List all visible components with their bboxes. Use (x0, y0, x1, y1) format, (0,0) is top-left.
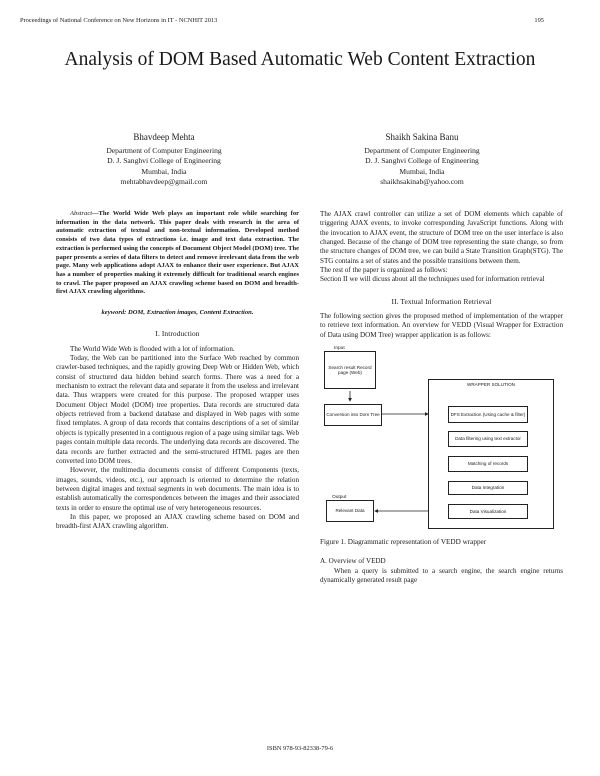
keywords: keyword: DOM, Extraction images, Content Extraction. (101, 309, 254, 317)
author-name: Bhavdeep Mehta (133, 132, 195, 142)
matching-records-box: Matching of records (448, 456, 528, 472)
ajax-paragraph: The AJAX crawl controller can utilize a set of DOM elements which capable of triggering AJAX events, to invoke corresponding JavaScript functions. Along with the invocation to AJAX event, the structure of DOM tree on the user interface is also changed. Because of the change of DOM tree representing the state change, so from the structure changes of DOM tree, we can build a State Transition Graph(STG). The STG contains a set of states and the possible transitions between them. (320, 210, 563, 265)
abstract-text: The World Wide Web plays an important role while searching for information in the data network. This paper deals with research in the area of automatic extraction of textual and non-textual information. Developed method consists of two data types of extractions i.e. image and text data extraction. The extraction is performed using the concepts of Document Object Model (DOM) tree. The paper presents a series of data filters to detect and remove irrelevant data from the web page. Many web applications adopt AJAX to enhance their user experience. But AJAX has a number of properties making it extremely difficult for traditional search engines to crawl. The paper proposed an AJAX crawling scheme based on DOM and breadth-first AJAX crawling algorithms. (56, 210, 299, 296)
organization-paragraph: The rest of the paper is organized as follows: (320, 266, 448, 275)
search-result-box: Search result Record page (Web) (324, 351, 376, 389)
isbn-footer: ISBN 978-93-82338-79-6 (266, 745, 334, 752)
vedd-overview-paragraph: When a query is submitted to a search engine, the search engine returns dynamically generated result page (320, 566, 563, 585)
left-column (56, 210, 299, 532)
abstract-label: Abstract (70, 210, 93, 217)
author-location: Mumbai, India (141, 166, 187, 176)
author-dept: Department of Computer Engineering (364, 146, 480, 156)
author-college: D. J. Sanghvi College of Engineering (107, 156, 221, 166)
author-email: mehtabhavdeep@gmail.com (120, 176, 208, 186)
intro-paragraph-2: Today, the Web can be partitioned into the Surface Web reached by common crawler-based techniques, and the rapidly growing Deep Web or Hidden Web, which consist of structured data hidden behind search forms. There was a need for a mechanism to extract the relevant data and separate it from the useless and irrelevant data. Thus wrappers were created for this purpose. The proposed wrapper uses Document Object Model (DOM) tree properties. Data records are structured data objects retrieved from a backend database and displayed in Web pages with some fixed templates. A group of data records that contains descriptions of a set of similar objects is typically presented in a contiguous region of a page using similar tags. Web pages contain multiple data records. The underlying data records are discovered. The data records are further extracted and the semi-structured HTML pages are then converted into DOM trees. (56, 354, 299, 465)
abstract (56, 210, 299, 297)
author-email: shaikhsakinab@yahoo.com (380, 176, 464, 186)
author-college: D. J. Sanghvi College of Engineering (365, 156, 479, 166)
data-integration-box: Data Integration (448, 481, 528, 495)
dom-conversion-box: Conversion into Dom Tree (324, 404, 382, 426)
intro-paragraph-1: The World Wide Web is flooded with a lot of information. (70, 344, 235, 353)
dfs-extraction-box: DFS Extraction (Using cache & filter) (448, 406, 528, 423)
subsection-heading-vedd: A. Overview of VEDD (320, 557, 386, 566)
right-column (320, 210, 563, 586)
output-label: Output (332, 495, 347, 501)
section-heading-text-retrieval: II. Textual Information Retrieval (391, 296, 492, 306)
author-block-1 (44, 132, 284, 187)
intro-paragraph-3: However, the multimedia documents consist of different Components (texts, images, sounds, videos, etc.), our approach is oriented to determine the relation between digital images and textual segments in web documents. The main idea is to establish automatically the correspondences between the images and their associated texts in order to ensure the optimal use of very heterogeneous resources. (56, 466, 299, 512)
data-filtering-box: Data filtering using text extractor (448, 431, 528, 447)
relevant-data-box: Relevant Data (326, 500, 374, 522)
page-number: 195 (534, 17, 544, 24)
section-heading-introduction: I. Introduction (155, 329, 200, 339)
abstract-dash: — (92, 210, 99, 217)
paper-title: Analysis of DOM Based Automatic Web Content Extraction (64, 49, 536, 70)
author-name: Shaikh Sakina Banu (385, 132, 459, 142)
vedd-diagram (320, 344, 563, 532)
author-location: Mumbai, India (399, 166, 445, 176)
data-visualization-box: Data Visualization (448, 504, 528, 519)
author-dept: Department of Computer Engineering (106, 146, 222, 156)
figure-caption: Figure 1. Diagrammatic representation of VEDD wrapper (320, 538, 487, 547)
wrapper-solution-title: WRAPPER SOLUTION (467, 382, 515, 388)
input-label: Input (334, 346, 345, 352)
intro-paragraph-4: In this paper, we proposed an AJAX crawling scheme based on DOM and breadth-first AJAX crawling algorithm. (56, 512, 299, 531)
vedd-intro-paragraph: The following section gives the proposed method of implementation of the wrapper to retrieve text information. An overview for VEDD (Visual Wrapper for Extraction of Data using DOM Tree) wrapper application is as follows: (320, 312, 563, 339)
section-outline-paragraph: Section II we will dicuss about all the techniques used for information retrieval (320, 275, 545, 284)
author-block-2 (302, 132, 542, 187)
proceedings-header: Proceedings of National Conference on New Horizons in IT - NCNHIT 2013 (20, 17, 218, 24)
